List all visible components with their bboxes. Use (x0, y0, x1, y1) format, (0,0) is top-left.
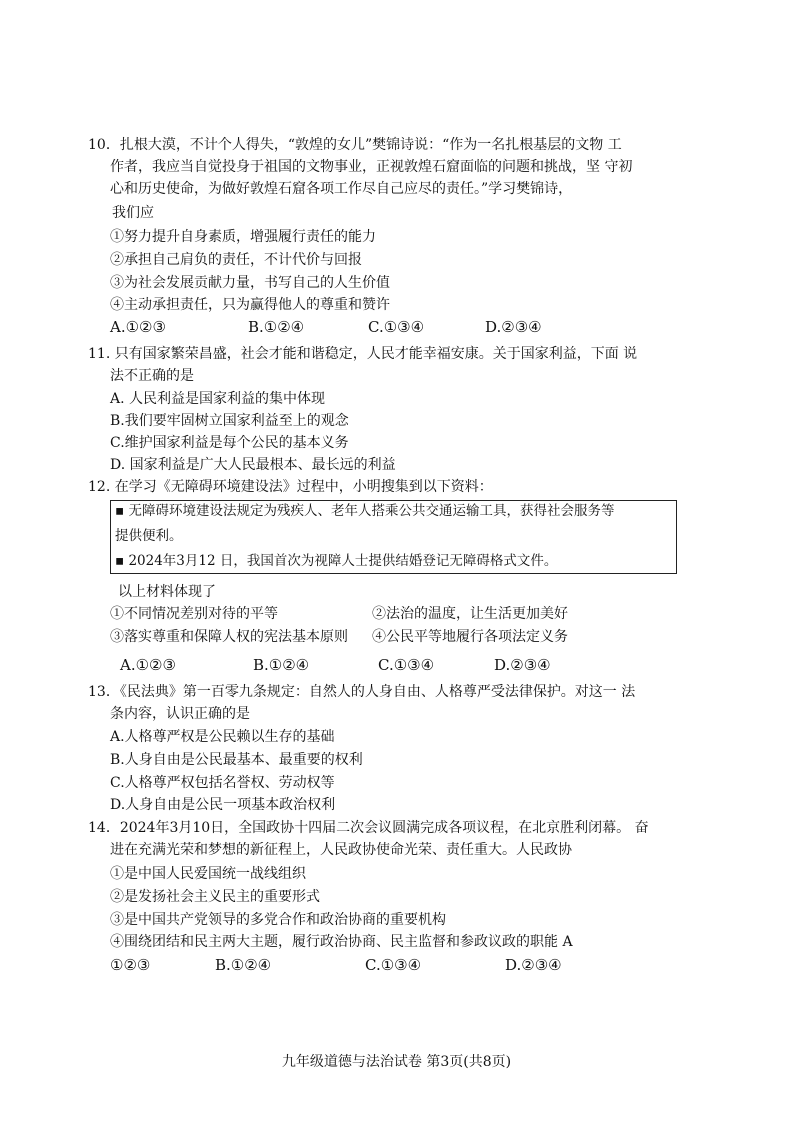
q12-option-a: A.①②③ (120, 656, 176, 674)
q12-item: ①不同情况差别对待的平等 (110, 606, 278, 622)
q10-stem-line: 心和历史使命，为做好敦煌石窟各项工作尽自己应尽的责任。”学习樊锦诗， (110, 181, 573, 197)
q12-material-box (110, 500, 677, 574)
q12-item: ④公民平等地履行各项法定义务 (372, 629, 568, 645)
q14-option-a: ①②③ (110, 956, 151, 974)
q10-stem-line: 10．扎根大漠，不计个人得失，“敦煌的女儿”樊锦诗说：“作为一名扎根基层的文物 工 (88, 137, 622, 153)
q12-lead: 以上材料体现了 (118, 584, 216, 600)
q13-option-c: C.人格尊严权包括名誉权、劳动权等 (110, 775, 335, 791)
q13-stem-line: 13．《民法典》第一百零九条规定：自然人的人身自由、人格尊严受法律保护。对这一 法 (88, 684, 636, 700)
q14-item: ③是中国共产党领导的多党合作和政治协商的重要机构 (110, 912, 446, 928)
page-footer: 九年级道德与法治试卷 第3页(共8页) (281, 1054, 512, 1070)
q12-material-line: ▪ 无障碍环境建设法规定为残疾人、老年人搭乘公共交通运输工具，获得社会服务等 (115, 503, 615, 519)
q12-option-d: D.②③④ (494, 656, 551, 674)
q11-stem-line: 法不正确的是 (110, 368, 194, 384)
q13-option-b: B.人身自由是公民最基本、最重要的权利 (110, 752, 363, 768)
q11-option-c: C.维护国家利益是每个公民的基本义务 (110, 435, 349, 451)
q14-options (110, 954, 670, 976)
q14-stem-line: 14．2024年3月10日，全国政协十四届二次会议圆满完成各项议程，在北京胜利闭幕。 奋 (88, 820, 649, 836)
q10-item: ④主动承担责任，只为赢得他人的尊重和赞许 (110, 297, 390, 313)
q13-option-d: D.人身自由是公民一项基本政治权利 (110, 797, 336, 813)
q11-option-b: B.我们要牢固树立国家利益至上的观念 (110, 413, 349, 429)
q14-option-d: D.②③④ (505, 956, 562, 974)
q12-option-b: B.①②④ (253, 656, 310, 674)
q12-material-line: ▪ 2024年3月12 日，我国首次为视障人士提供结婚登记无障碍格式文件。 (115, 553, 558, 569)
q14-stem-line: 进在充满光荣和梦想的新征程上，人民政协使命光荣、责任重大。人民政协 (110, 842, 572, 858)
q10-stem-line: 作者，我应当自觉投身于祖国的文物事业，正视敦煌石窟面临的问题和挑战，坚 守初 (110, 159, 633, 175)
q10-option-a: A.①②③ (110, 318, 166, 336)
q10-item: ②承担自己肩负的责任，不计代价与回报 (110, 252, 362, 268)
q14-option-c: C.①③④ (365, 956, 422, 974)
q14-item: ①是中国人民爱国统一战线组织 (110, 866, 306, 882)
q10-item: ③为社会发展贡献力量，书写自己的人生价值 (110, 275, 390, 291)
q12-material-line: 提供便利。 (115, 528, 183, 544)
q14-option-b: B.①②④ (215, 956, 272, 974)
q13-option-a: A.人格尊严权是公民赖以生存的基础 (110, 729, 335, 745)
q10-option-b: B.①②④ (248, 318, 305, 336)
q12-item: ②法治的温度，让生活更加美好 (372, 606, 568, 622)
q14-item: ②是发扬社会主义民主的重要形式 (110, 889, 320, 905)
q12-option-c: C.①③④ (378, 656, 435, 674)
q10-option-d: D.②③④ (485, 318, 542, 336)
q12-options (120, 654, 680, 676)
q11-stem-line: 11. 只有国家繁荣昌盛，社会才能和谐稳定，人民才能幸福安康。关于国家利益，下面 说 (88, 346, 638, 362)
q13-stem-line: 条内容，认识正确的是 (110, 706, 250, 722)
q14-item: ④围绕团结和民主两大主题，履行政治协商、民主监督和参政议政的职能 A (110, 934, 573, 950)
q10-options (110, 316, 670, 338)
q10-option-c: C.①③④ (368, 318, 425, 336)
q12-stem: 12. 在学习《无障碍环境建设法》过程中，小明搜集到以下资料： (88, 479, 493, 495)
q11-option-a: A. 人民利益是国家利益的集中体现 (110, 391, 326, 407)
q11-option-d: D. 国家利益是广大人民最根本、最长远的利益 (110, 457, 396, 473)
q10-item: ①努力提升自身素质，增强履行责任的能力 (110, 229, 376, 245)
q12-item: ③落实尊重和保障人权的宪法基本原则 (110, 629, 348, 645)
q10-stem-line: 我们应 (112, 205, 154, 221)
